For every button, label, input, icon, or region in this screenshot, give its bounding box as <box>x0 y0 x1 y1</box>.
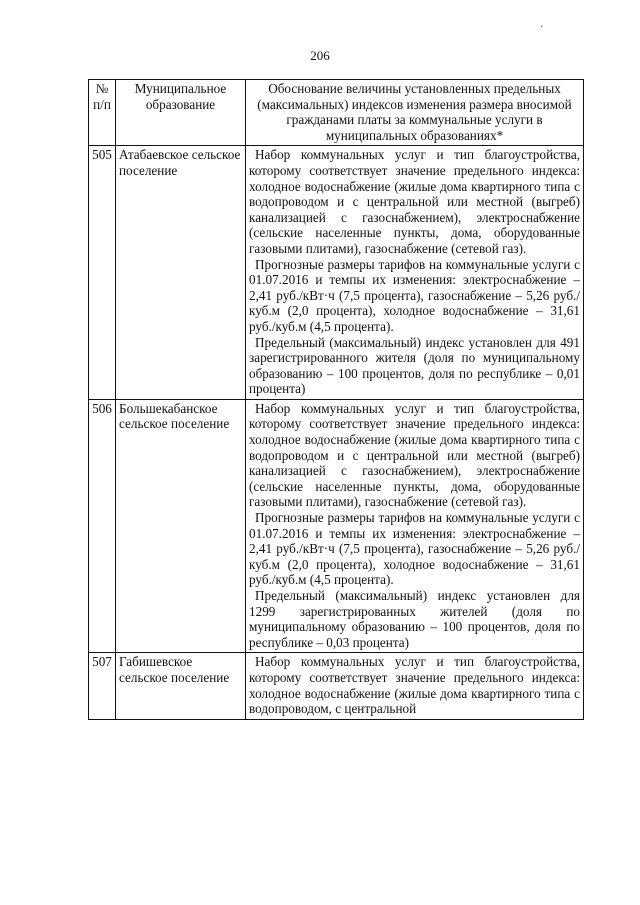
tariff-index-table <box>88 79 584 720</box>
row-number: 506 <box>89 399 116 653</box>
services-paragraph: Набор коммунальных услуг и тип благоустройства, которому соответствует значение предельного индекса: холодное водоснабжение (жилые дома квартирного типа с водопроводом и с центральной или местной (выгреб) канализацией с газоснабжением), электроснабжение (сельские населенные пункты, дома, оборудованные газовыми плитами), газоснабжение (сетевой газ). <box>249 147 580 256</box>
table-row <box>89 399 584 653</box>
corner-mark: · <box>540 22 544 33</box>
table-row <box>89 146 584 400</box>
tariffs-paragraph: Прогнозные размеры тарифов на коммунальные услуги с 01.07.2016 и темпы их изменения: электроснабжение – 2,41 руб./кВт·ч (7,5 процента), газоснабжение – 5,26 руб./куб.м (2,0 процента), холодное водоснабжение – 31,61 руб./куб.м (4,5 процента). <box>249 256 580 334</box>
row-number: 507 <box>89 653 116 719</box>
row-municipality: Габишевское сельское поселение <box>116 653 246 719</box>
row-justification <box>246 399 584 653</box>
header-justification: Обоснование величины установленных предельных (максимальных) индексов изменения размера вносимой гражданами платы за коммунальные услуги в муниципальных образованиях* <box>246 80 584 146</box>
row-municipality: Большекабанское сельское поселение <box>116 399 246 653</box>
table-header-row <box>89 80 584 146</box>
table-row <box>89 653 584 719</box>
services-paragraph: Набор коммунальных услуг и тип благоустройства, которому соответствует значение предельного индекса: холодное водоснабжение (жилые дома квартирного типа с водопроводом, с центральной <box>249 654 580 717</box>
row-number: 505 <box>89 146 116 400</box>
row-municipality: Атабаевское сельское поселение <box>116 146 246 400</box>
page-number: 206 <box>310 48 330 63</box>
header-municipality: Муниципальное образование <box>116 80 246 146</box>
row-justification <box>246 653 584 719</box>
index-paragraph: Предельный (максимальный) индекс установлен для 491 зарегистрированного жителя (доля по муниципальному образованию – 100 процентов, доля по республике – 0,01 процента) <box>249 334 580 397</box>
row-justification <box>246 146 584 400</box>
header-number: № п/п <box>89 80 116 146</box>
tariffs-paragraph: Прогнозные размеры тарифов на коммунальные услуги с 01.07.2016 и темпы их изменения: электроснабжение – 2,41 руб./кВт·ч (7,5 процента), газоснабжение – 5,26 руб./куб.м (2,0 процента), холодное водоснабжение – 31,61 руб./куб.м (4,5 процента). <box>249 510 580 588</box>
services-paragraph: Набор коммунальных услуг и тип благоустройства, которому соответствует значение предельного индекса: холодное водоснабжение (жилые дома квартирного типа с водопроводом и с центральной или местной (выгреб) канализацией с газоснабжением), электроснабжение (сельские населенные пункты, дома, оборудованные газовыми плитами), газоснабжение (сетевой газ). <box>249 400 580 510</box>
index-paragraph: Предельный (максимальный) индекс установлен для 1299 зарегистрированных жителей (доля по муниципальному образованию – 100 процентов, доля по республике – 0,03 процента) <box>249 588 580 650</box>
